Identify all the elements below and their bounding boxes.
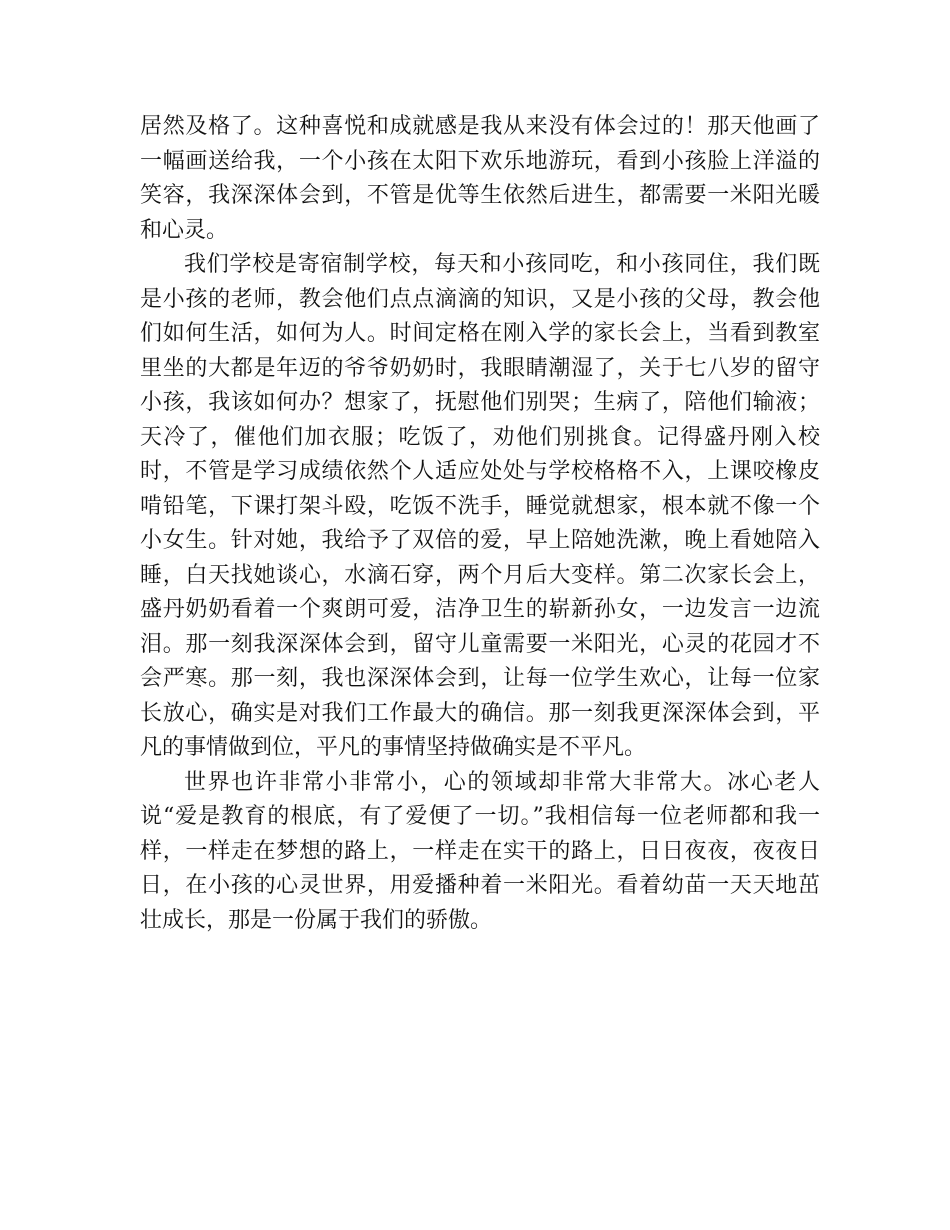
paragraph-3: 世界也许非常小非常小，心的领域却非常大非常大。冰心老人说“爱是教育的根底，有了爱便了一切。”我相信每一位老师都和我一样，一样走在梦想的路上，一样走在实干的路上，日日夜夜，夜夜日日，在小孩的心灵世界，用爱播种着一米阳光。看着幼苗一天天地茁壮成长，那是一份属于我们的骄傲。 xyxy=(140,769,820,933)
paragraph-1: 居然及格了。这种喜悦和成就感是我从来没有体会过的！那天他画了一幅画送给我，一个小孩在太阳下欢乐地游玩，看到小孩脸上洋溢的笑容，我深深体会到，不管是优等生依然后进生，都需要一米阳光暖和心灵。 xyxy=(140,114,820,243)
document-body xyxy=(140,110,820,938)
paragraph-2: 我们学校是寄宿制学校，每天和小孩同吃，和小孩同住，我们既是小孩的老师，教会他们点点滴滴的知识，又是小孩的父母，教会他们如何生活，如何为人。时间定格在刚入学的家长会上，当看到教室里坐的大都是年迈的爷爷奶奶时，我眼睛潮湿了，关于七八岁的留守小孩，我该如何办？想家了，抚慰他们别哭；生病了，陪他们输液；天冷了，催他们加衣服；吃饭了，劝他们别挑食。记得盛丹刚入校时，不管是学习成绩依然个人适应处处与学校格格不入，上课咬橡皮啃铅笔，下课打架斗殴，吃饭不洗手，睡觉就想家，根本就不像一个小女生。针对她，我给予了双倍的爱，早上陪她洗漱，晚上看她陪入睡，白天找她谈心，水滴石穿，两个月后大变样。第二次家长会上，盛丹奶奶看着一个爽朗可爱，洁净卫生的崭新孙女，一边发言一边流泪。那一刻我深深体会到，留守儿童需要一米阳光，心灵的花园才不会严寒。那一刻，我也深深体会到，让每一位学生欢心，让每一位家长放心，确实是对我们工作最大的确信。那一刻我更深深体会到，平凡的事情做到位，平凡的事情坚持做确实是不平凡。 xyxy=(140,252,820,760)
